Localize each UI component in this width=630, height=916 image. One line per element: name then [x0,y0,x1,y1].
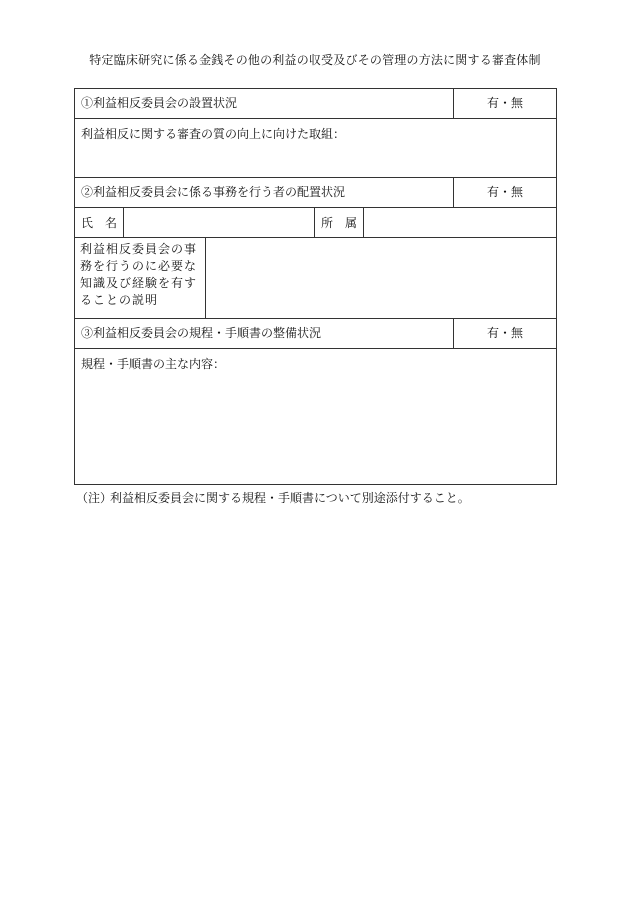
section2-heading: ②利益相反委員会に係る事務を行う者の配置状況 [81,185,346,199]
explanation-divider [205,238,206,318]
affiliation-divider-left [314,208,315,237]
section1-detail-row [75,118,556,177]
name-divider [123,208,124,237]
section1-header-row [75,89,556,118]
section2-header-row [75,177,556,207]
section1-detail-label: 利益相反に関する審査の質の向上に向けた取組： [81,127,346,141]
section2-divider [453,178,454,207]
section2-choice[interactable]: 有・無 [487,185,524,199]
section2-name-row [75,207,556,237]
section1-heading: ①利益相反委員会の設置状況 [81,96,238,110]
footnote [76,489,470,506]
section3-detail-label: 規程・手順書の主な内容： [81,357,226,371]
affiliation-divider-right [363,208,364,237]
section3-header-row [75,318,556,348]
footnote-mark: （注） [76,491,113,505]
section2-explanation-row [75,237,556,318]
section3-choice[interactable]: 有・無 [487,326,524,340]
section1-choice[interactable]: 有・無 [487,96,524,110]
affiliation-label: 所 属 [321,216,358,230]
document-title: 特定臨床研究に係る金銭その他の利益の収受及びその管理の方法に関する審査体制 [89,53,541,67]
section3-heading: ③利益相反委員会の規程・手順書の整備状況 [81,326,322,340]
section1-divider [453,89,454,118]
name-label: 氏 名 [81,216,118,230]
explanation-label: 利益相反委員会の事務を行うのに必要な知識及び経験を有することの説明 [80,242,198,307]
review-structure-form [74,88,557,485]
section3-detail-row [75,348,556,484]
section3-divider [453,319,454,348]
footnote-text: 利益相反委員会に関する規程・手順書について別途添付すること。 [110,491,470,505]
